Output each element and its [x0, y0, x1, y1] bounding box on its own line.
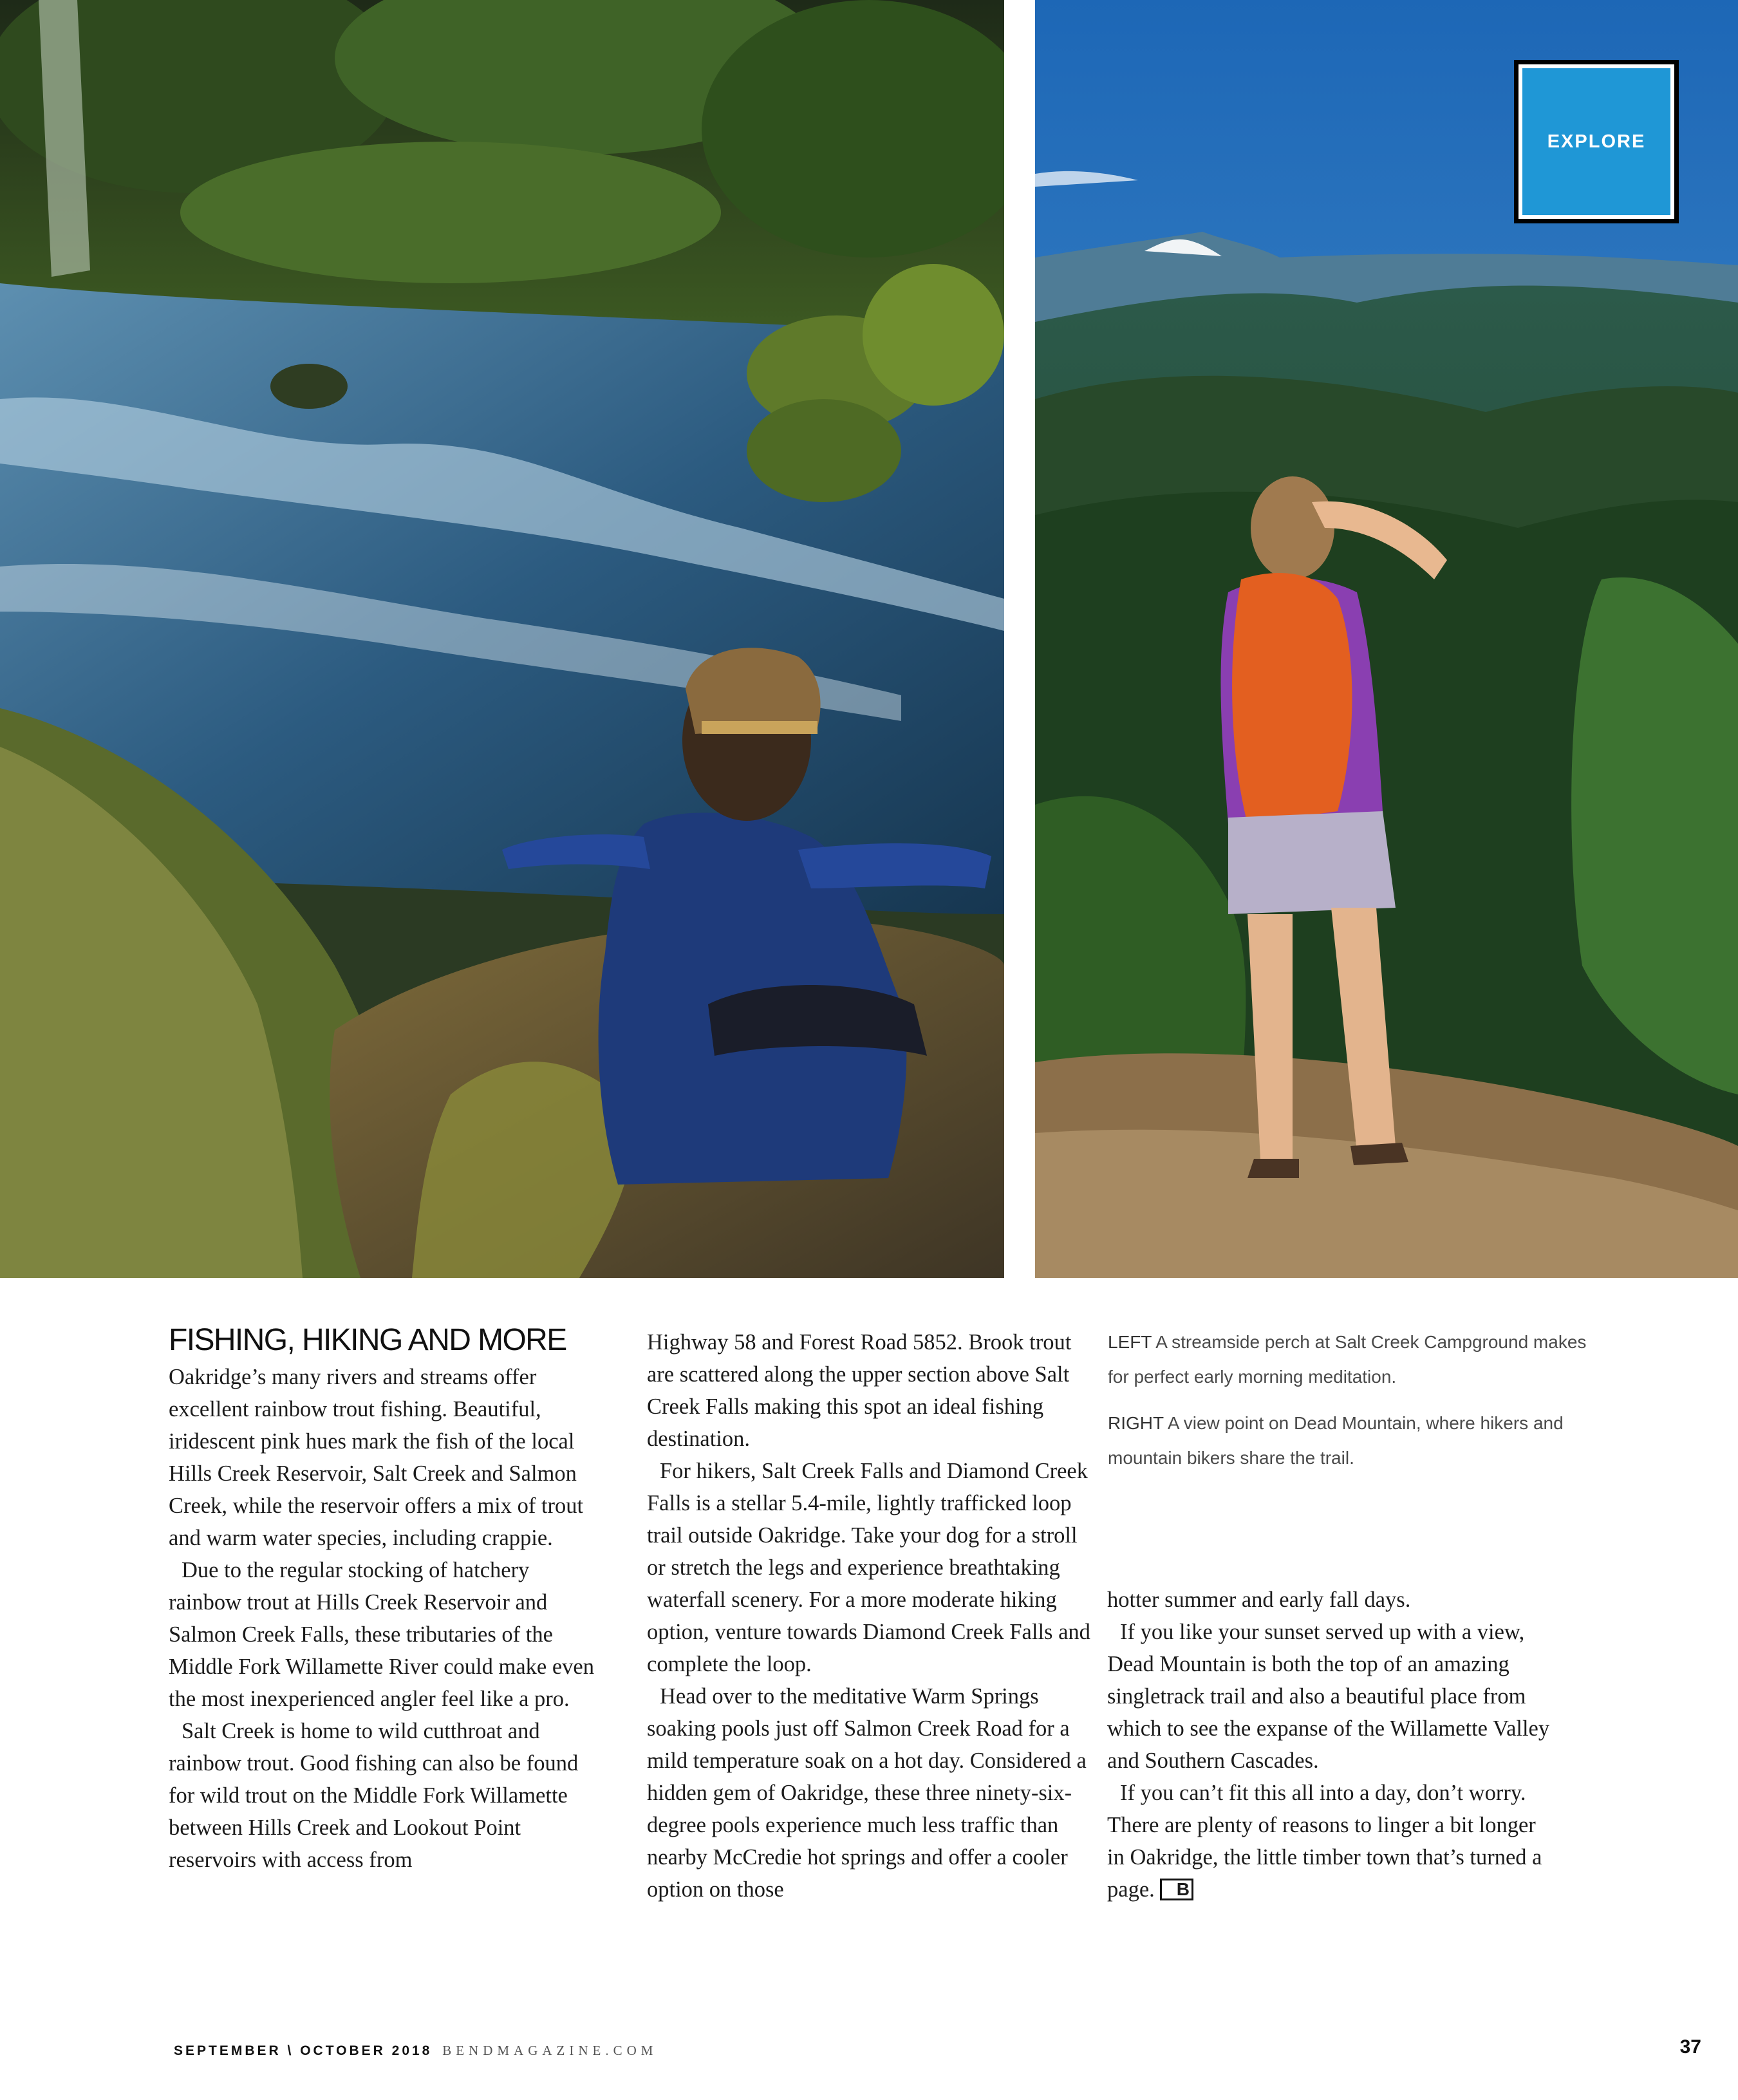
article-paragraph: [1107, 1777, 1558, 1906]
article-paragraph: Highway 58 and Forest Road 5852. Brook trout are scattered along the upper section above Salt Creek Falls making this spot an ideal fishing destination.: [647, 1330, 1072, 1451]
article-paragraph: Salt Creek is home to wild cutthroat and rainbow trout. Good fishing can also be found for wild trout on the Middle Fork Willamette between Hills Creek and Lookout Point reservoirs with access from: [169, 1719, 579, 1872]
article-paragraph-text: If you can’t fit this all into a day, don’t worry. There are plenty of reasons to linger a bit longer in Oakridge, the little timber town that’s turned a page.: [1107, 1781, 1542, 1902]
photo-creek-angler: [0, 0, 1004, 1278]
section-badge: [1514, 60, 1679, 223]
footer-issue-line: [174, 2043, 657, 2059]
article-paragraph: If you like your sunset served up with a view, Dead Mountain is both the top of an amazing singletrack trail and also a beautiful place from which to see the expanse of the Willamette Valley and Southern Cascades.: [1107, 1620, 1550, 1773]
end-mark-logo: B: [1160, 1879, 1193, 1900]
article-paragraph: Head over to the meditative Warm Springs soaking pools just off Salmon Creek Road for a mild temperature soak on a hot day. Considered a hidden gem of Oakridge, these three ninety-six-degree pools experience much less traffic than nearby McCredie hot springs and offer a cooler option on those: [647, 1684, 1087, 1902]
caption-right-label: RIGHT: [1108, 1413, 1164, 1433]
article-paragraph: hotter summer and early fall days.: [1107, 1588, 1411, 1612]
footer-site: BENDMAGAZINE.COM: [442, 2043, 658, 2058]
article-column-1: [169, 1322, 606, 1876]
section-badge-label: EXPLORE: [1547, 131, 1646, 152]
caption-right: [1108, 1406, 1597, 1476]
caption-left-text: A streamside perch at Salt Creek Campground makes for perfect early morning meditation.: [1108, 1332, 1587, 1387]
caption-right-text: A view point on Dead Mountain, where hikers and mountain bikers share the trail.: [1108, 1413, 1564, 1468]
caption-left: [1108, 1325, 1597, 1394]
article-column-2: [647, 1326, 1091, 1906]
article-paragraph: Due to the regular stocking of hatchery rainbow trout at Hills Creek Reservoir and Salmon Creek Falls, these tributaries of the Middle Fork Willamette River could make even the most inexperienced angler feel like a pro.: [169, 1558, 594, 1711]
article-paragraph: Oakridge’s many rivers and streams offer excellent rainbow trout fishing. Beautiful, iridescent pink hues mark the fish of the local Hills Creek Reservoir, Salt Creek and Salmon Creek, while the reservoir offers a mix of trout and warm water species, including crappie.: [169, 1365, 584, 1550]
footer-issue: SEPTEMBER \ OCTOBER 2018: [174, 2043, 433, 2058]
photo-captions: [1108, 1325, 1597, 1487]
caption-left-label: LEFT: [1108, 1332, 1152, 1352]
article-headline: FISHING, HIKING AND MORE: [169, 1323, 566, 1357]
article-column-3: [1107, 1584, 1558, 1906]
page-number: 37: [1679, 2036, 1701, 2058]
section-badge-inner: [1518, 64, 1674, 219]
creek-photo-illustration: [0, 0, 1004, 1278]
article-paragraph: For hikers, Salt Creek Falls and Diamond Creek Falls is a stellar 5.4-mile, lightly trafficked loop trail outside Oakridge. Take your dog for a stroll or stretch the legs and experience breathtaking waterfall scenery. For a more moderate hiking option, venture towards Diamond Creek Falls and complete the loop.: [647, 1459, 1090, 1676]
